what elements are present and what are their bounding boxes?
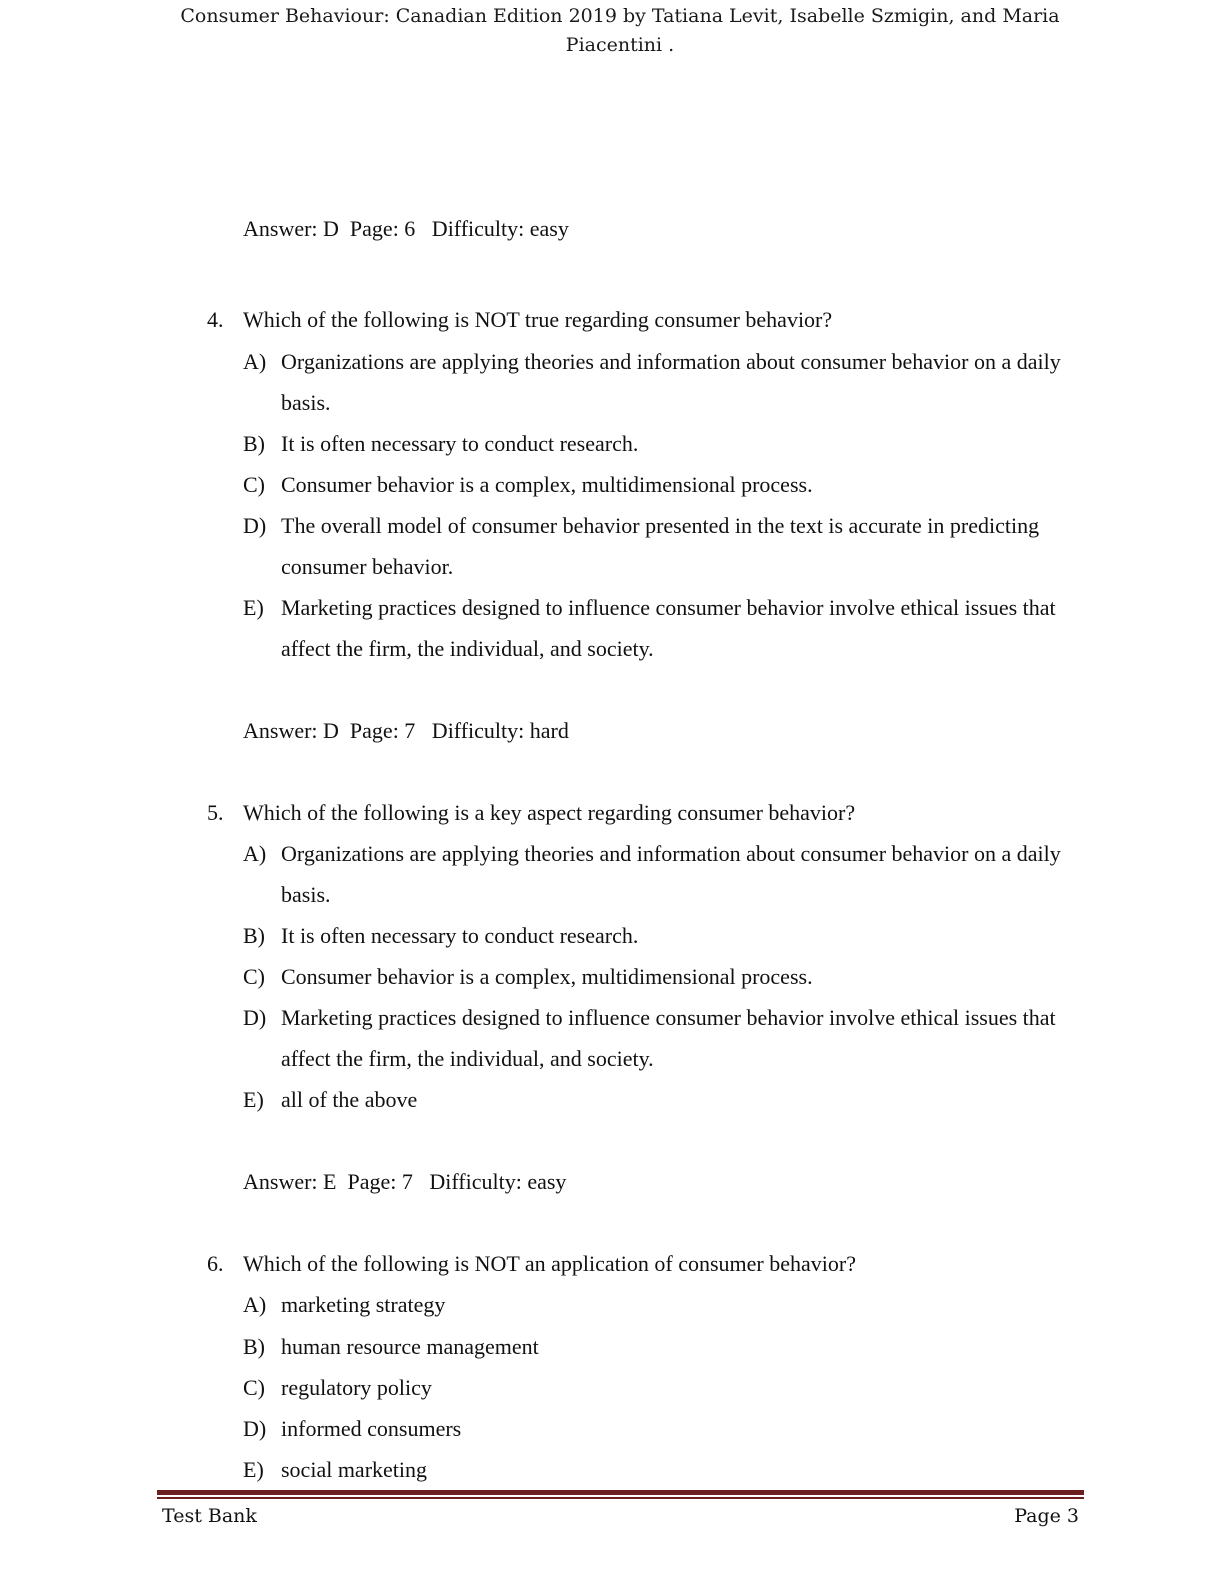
- option-text: Organizations are applying theories and information about consumer behavior on a daily basis.: [281, 349, 1061, 415]
- option-text: Consumer behavior is a complex, multidimensional process.: [281, 472, 813, 497]
- option-text: Organizations are applying theories and information about consumer behavior on a daily basis.: [281, 841, 1061, 907]
- option-letter: B): [243, 1334, 265, 1359]
- footer-left-text: Test Bank: [162, 1505, 257, 1527]
- option-text: It is often necessary to conduct research.: [281, 431, 639, 456]
- page-number: Page 3: [1014, 1505, 1079, 1527]
- option-letter: E): [243, 595, 264, 620]
- option-letter: B): [243, 431, 265, 456]
- option-letter: E): [243, 1087, 264, 1112]
- option-letter: D): [243, 513, 267, 538]
- option-text: It is often necessary to conduct research.: [281, 923, 639, 948]
- option-text: Consumer behavior is a complex, multidimensional process.: [281, 964, 813, 989]
- answer-line: Answer: D Page: 6 Difficulty: easy: [243, 216, 569, 241]
- option-letter: C): [243, 1375, 265, 1400]
- option-letter: C): [243, 964, 265, 989]
- option-letter: B): [243, 923, 265, 948]
- option-text: Marketing practices designed to influence consumer behavior involve ethical issues that affect the firm, the individual, and society.: [281, 1005, 1056, 1071]
- question-text: Which of the following is NOT true regarding consumer behavior?: [243, 307, 833, 332]
- option-letter: A): [243, 841, 267, 866]
- option-letter: A): [243, 1292, 267, 1317]
- answer-line: Answer: E Page: 7 Difficulty: easy: [243, 1169, 567, 1194]
- running-header: Consumer Behaviour: Canadian Edition 2019 by Tatiana Levit, Isabelle Szmigin, and Maria Piacentini .: [180, 5, 1060, 56]
- option-letter: D): [243, 1005, 267, 1030]
- option-text: human resource management: [281, 1334, 539, 1359]
- option-letter: C): [243, 472, 265, 497]
- question-number: 4.: [207, 307, 224, 332]
- option-text: The overall model of consumer behavior presented in the text is accurate in predicting consumer behavior.: [281, 513, 1040, 579]
- option-letter: D): [243, 1416, 267, 1441]
- option-letter: A): [243, 349, 267, 374]
- footer-rule-thin: [157, 1497, 1084, 1499]
- option-text: Marketing practices designed to influence consumer behavior involve ethical issues that affect the firm, the individual, and society.: [281, 595, 1056, 661]
- option-letter: E): [243, 1457, 264, 1482]
- question-number: 6.: [207, 1251, 224, 1276]
- question-text: Which of the following is NOT an application of consumer behavior?: [243, 1251, 856, 1276]
- option-text: social marketing: [281, 1457, 428, 1482]
- question-number: 5.: [207, 800, 224, 825]
- option-text: all of the above: [281, 1087, 418, 1112]
- option-text: regulatory policy: [281, 1375, 432, 1400]
- question-text: Which of the following is a key aspect regarding consumer behavior?: [243, 800, 856, 825]
- answer-line: Answer: D Page: 7 Difficulty: hard: [243, 718, 569, 743]
- option-text: marketing strategy: [281, 1292, 446, 1317]
- option-text: informed consumers: [281, 1416, 462, 1441]
- footer-rule: [157, 1490, 1084, 1495]
